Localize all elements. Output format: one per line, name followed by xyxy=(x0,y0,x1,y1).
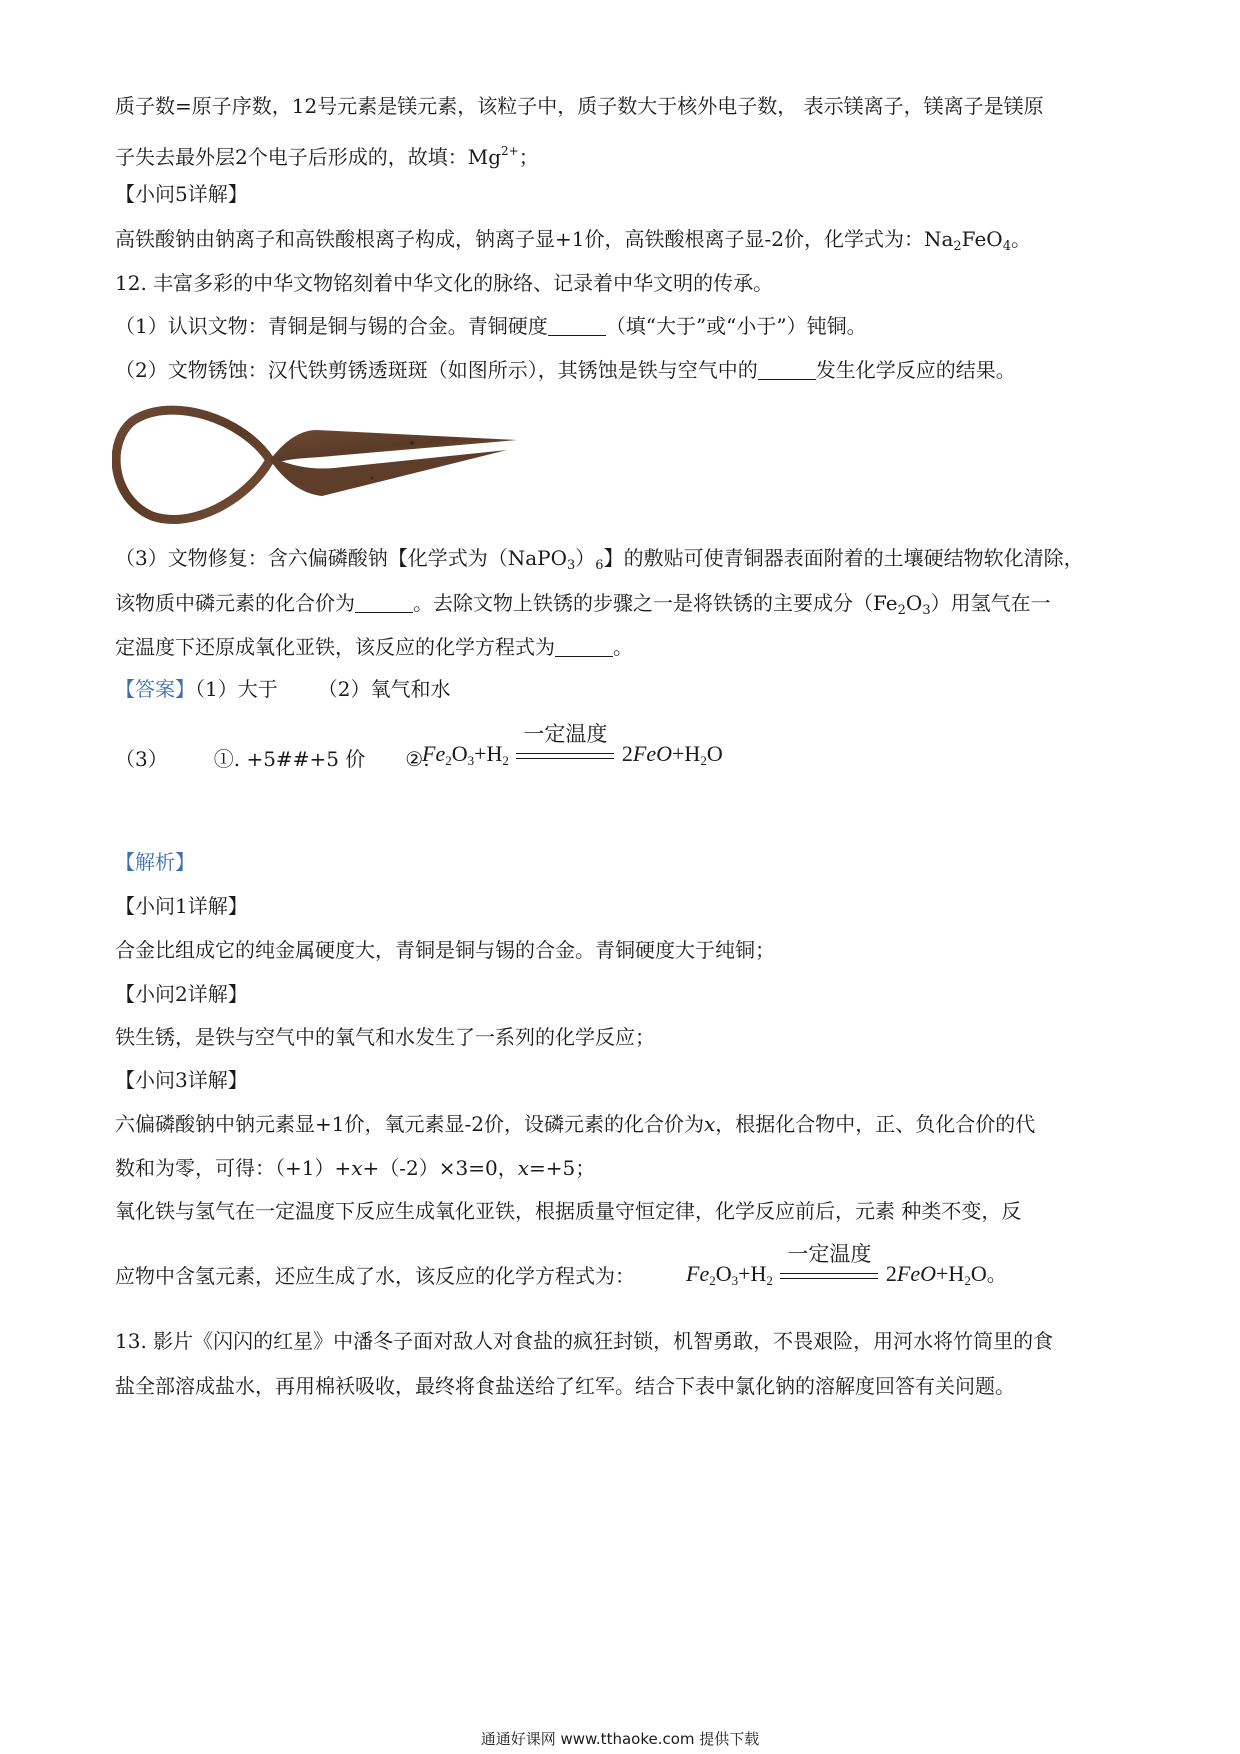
answer-2: （2）氧气和水 xyxy=(317,677,451,701)
sub1-heading: 【小问1详解】 xyxy=(115,894,248,918)
sub3-heading: 【小问3详解】 xyxy=(115,1068,248,1092)
q12-p3l2-post: ）用氢气在一 xyxy=(930,591,1051,615)
answer-1: （1）大于 xyxy=(195,677,278,701)
mg-symbol: Mg xyxy=(467,145,502,169)
q12-part3-line1 xyxy=(115,544,1084,580)
eq-plus: + xyxy=(738,1261,751,1286)
answer-equation xyxy=(422,721,723,769)
eq-condition: 一定温度 xyxy=(787,1241,872,1266)
eq-sub3: 3 xyxy=(731,1273,739,1288)
q12-p3-sub6: 6 xyxy=(595,558,604,573)
sub3-l2-pre: 数和为零，可得：（+1）+ xyxy=(115,1156,352,1180)
q12-part1-post: （填“大于”或“小于”）钝铜。 xyxy=(605,314,867,338)
q13-line2: 盐全部溶成盐水，再用棉袄吸收，最终将食盐送给了红军。结合下表中氯化钠的溶解度回答有关问题。 xyxy=(115,1374,1015,1398)
answer-blank xyxy=(555,638,613,657)
condition-arrow xyxy=(780,1241,878,1288)
sub3-line4: 应物中含氢元素，还应生成了水，该反应的化学方程式为： xyxy=(115,1264,635,1288)
eq-o2: O xyxy=(706,741,723,766)
q11-sub5-end: 。 xyxy=(1010,227,1031,251)
eq-h2sub: 2 xyxy=(964,1273,971,1288)
sub3-l2-post: =+5； xyxy=(529,1156,596,1180)
eq-h2sub: 2 xyxy=(700,753,707,768)
mg-charge: 2+ xyxy=(501,144,519,158)
eq-h2: H xyxy=(684,741,701,766)
eq-feo: FeO xyxy=(632,741,672,766)
analysis-tag: 【解析】 xyxy=(115,850,195,874)
answer-line1 xyxy=(115,675,450,703)
q12-p3l2-mid: 。去除文物上铁锈的步骤之一是将铁锈的主要成分（Fe xyxy=(413,591,898,615)
q12-part1 xyxy=(115,312,867,340)
q12-part3-line2 xyxy=(115,589,1051,625)
q12-part2-pre: （2）文物锈蚀：汉代铁剪锈透斑斑（如图所示），其锈蚀是铁与空气中的 xyxy=(115,358,758,382)
eq-fe: Fe xyxy=(686,1261,710,1286)
q12-part2-post: 发生化学反应的结果。 xyxy=(815,358,1016,382)
answer-blank xyxy=(355,594,413,613)
eq-sub2: 2 xyxy=(445,753,452,768)
eq-coef: 2 xyxy=(621,741,633,766)
q12-p3l2-sub3: 3 xyxy=(922,603,931,618)
q12-p3-pre: （3）文物修复：含六偏磷酸钠【化学式为（NaPO xyxy=(115,546,568,570)
sub3-line3: 氧化铁与氢气在一定温度下反应生成氧化亚铁，根据质量守恒定律，化学反应前后，元素 种类不变，反 xyxy=(115,1199,1022,1223)
q11-line2-text: 子失去最外层2个电子后形成的，故填： xyxy=(115,145,468,169)
answer-3a: ①. +5##+5 价 xyxy=(213,747,366,771)
q12-stem: 12. 丰富多彩的中华文物铭刻着中华文化的脉络、记录着中华文明的传承。 xyxy=(115,271,774,295)
eq-hsub: 2 xyxy=(766,1273,773,1288)
eq-plus2: + xyxy=(936,1261,949,1286)
eq-o: O xyxy=(715,1261,732,1286)
page-footer: 通通好课网 www.tthaoke.com 提供下载 xyxy=(480,1730,760,1748)
answer-line2 xyxy=(115,745,430,773)
sub2-heading: 【小问2详解】 xyxy=(115,982,248,1006)
eq-condition: 一定温度 xyxy=(523,721,608,746)
eq-plus: + xyxy=(474,741,487,766)
var-x: x xyxy=(517,1156,530,1180)
eq-plus2: + xyxy=(672,741,685,766)
sub3-l1-post: ，根据化合物中，正、负化合价的代 xyxy=(715,1112,1036,1136)
sub3-l2-mid: +（-2）×3=0， xyxy=(362,1156,518,1180)
condition-arrow xyxy=(516,721,614,768)
q11-sub5-text xyxy=(115,225,1031,261)
answer-tag: 【答案】 xyxy=(115,677,195,701)
q11-feo: FeO xyxy=(961,227,1003,251)
eq-h: H xyxy=(486,741,503,766)
sub1-text: 合金比组成它的纯金属硬度大，青铜是铜与锡的合金。青铜硬度大于纯铜； xyxy=(115,938,775,962)
eq-o2: O xyxy=(970,1261,987,1286)
eq-fe: Fe xyxy=(422,741,446,766)
q11-sub5-heading: 【小问5详解】 xyxy=(115,182,248,206)
eq-end: 。 xyxy=(986,1262,1007,1286)
eq-h2: H xyxy=(948,1261,965,1286)
q11-line1: 质子数=原子序数，12号元素是镁元素，该粒子中，质子数大于核外电子数， 表示镁离子，镁离子是镁原 xyxy=(115,94,1044,118)
answer-blank xyxy=(548,317,606,336)
q12-p3l3-post: 。 xyxy=(613,635,633,659)
sub3-line1 xyxy=(115,1110,1035,1138)
sub3-l1-pre: 六偏磷酸钠中钠元素显+1价，氧元素显-2价，设磷元素的化合价为 xyxy=(115,1112,704,1136)
q11-line2-end: ； xyxy=(518,145,539,169)
answer-3-label: （3） xyxy=(115,747,168,771)
q12-part1-pre: （1）认识文物：青铜是铜与锡的合金。青铜硬度 xyxy=(115,314,548,338)
q12-p3-mid: ） xyxy=(575,546,596,570)
sub2-text: 铁生锈，是铁与空气中的氧气和水发生了一系列的化学反应； xyxy=(115,1025,655,1049)
answer-3b: ②. xyxy=(405,747,430,771)
var-x: x xyxy=(703,1112,716,1136)
var-x: x xyxy=(351,1156,363,1180)
eq-h: H xyxy=(750,1261,767,1286)
answer-blank xyxy=(758,361,816,380)
eq-o: O xyxy=(451,741,468,766)
q11-line2 xyxy=(115,137,539,171)
q11-o-sub: 4 xyxy=(1002,239,1011,254)
q11-na-sub: 2 xyxy=(953,239,962,254)
eq-sub2: 2 xyxy=(709,1273,716,1288)
q12-p3-sub3: 3 xyxy=(567,558,576,573)
analysis-equation xyxy=(686,1241,1007,1289)
q12-p3l3-pre: 定温度下还原成氧化亚铁，该反应的化学方程式为 xyxy=(115,635,555,659)
rusted-scissors-image xyxy=(112,398,522,528)
q12-part3-line3 xyxy=(115,633,633,661)
q12-p3l2-pre: 该物质中磷元素的化合价为 xyxy=(115,591,355,615)
q12-p3-post: 】的敷贴可使青铜器表面附着的土壤硬结物软化清除， xyxy=(603,546,1084,570)
q12-p3l2-sub2: 2 xyxy=(897,603,906,618)
sub3-line2 xyxy=(115,1154,595,1182)
q11-sub5-pre: 高铁酸钠由钠离子和高铁酸根离子构成，钠离子显+1价，高铁酸根离子显-2价，化学式为：Na xyxy=(115,227,954,251)
eq-hsub: 2 xyxy=(502,753,509,768)
q12-p3l2-o: O xyxy=(905,591,923,615)
eq-coef: 2 xyxy=(885,1261,897,1286)
q12-part2 xyxy=(115,356,1016,384)
q13-line1: 13. 影片《闪闪的红星》中潘冬子面对敌人对食盐的疯狂封锁，机智勇敢，不畏艰险，用河水将竹筒里的食 xyxy=(115,1329,1054,1353)
eq-sub3: 3 xyxy=(467,753,475,768)
eq-feo: FeO xyxy=(896,1261,936,1286)
